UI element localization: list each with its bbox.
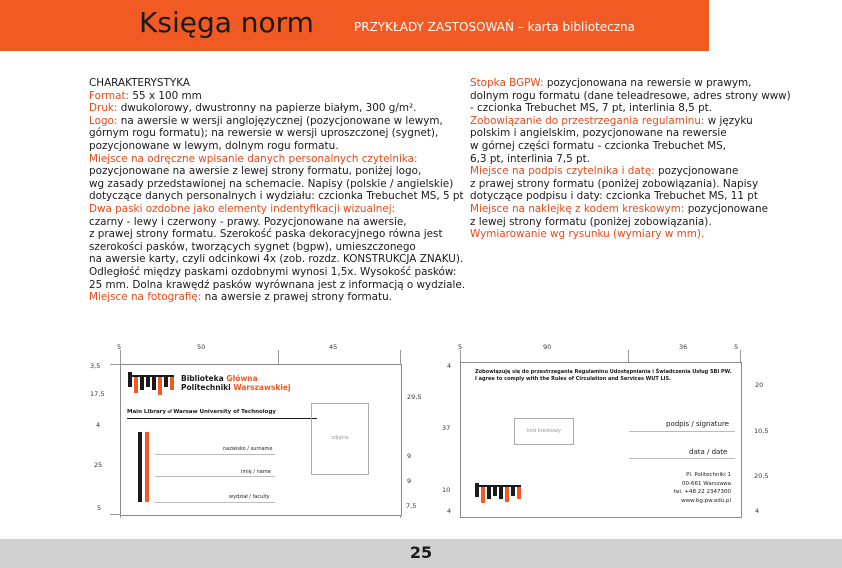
dim-label: 4 xyxy=(96,421,101,429)
dim-label: 10,5 xyxy=(754,427,769,435)
text-line xyxy=(470,102,791,115)
body-text: w górnej części formatu - czcionka Trebuchet MS, xyxy=(470,139,727,152)
back-card xyxy=(460,362,742,518)
barcode-placeholder xyxy=(514,418,574,445)
decorative-bar-black xyxy=(138,432,142,502)
text-line xyxy=(89,253,465,266)
body-text: na awersie w wersji anglojęzycznej (pozycjonowane w lewym, xyxy=(120,114,443,127)
tagline xyxy=(127,409,276,415)
text-line xyxy=(470,115,791,128)
dim-label: 4 xyxy=(755,507,760,515)
accent-text: Miejsce na podpis czytelnika i datę: xyxy=(470,165,659,178)
right-column-text xyxy=(470,77,791,241)
body-text: górnym rogu formatu); na rewersie w wersji uproszczonej (sygnet), xyxy=(89,127,439,140)
text-line xyxy=(470,178,791,191)
body-text: pozycjonowane w lewym, dolnym rogu formatu. xyxy=(89,139,339,152)
body-text: pozycjonowane na awersie z lewej strony formatu, poniżej logo, xyxy=(89,165,422,178)
left-column-text xyxy=(89,77,465,304)
dim-label: 5 xyxy=(734,343,739,351)
text-line xyxy=(89,190,465,203)
text-line xyxy=(470,190,791,203)
logo-text: Biblioteka xyxy=(181,374,224,383)
body-text: CHARAKTERYSTYKA xyxy=(89,77,190,89)
body-text: dotyczące danych personalnych i wydziału: czcionka Trebuchet MS, 5 pt xyxy=(89,190,464,203)
accent-text: Dwa paski ozdobne jako elementy indentyfikacji wizualnej: xyxy=(89,202,396,215)
pledge-text xyxy=(475,369,732,383)
photo-placeholder xyxy=(311,403,369,475)
barcode-label: kod kreskowy xyxy=(527,428,561,434)
date-label: data / date xyxy=(689,448,728,456)
front-card xyxy=(120,364,402,516)
tagline-text: Main Library xyxy=(127,409,166,415)
address-line: Pl. Politechniki 1 xyxy=(686,472,731,478)
text-line xyxy=(470,203,791,216)
dim-label: 4 xyxy=(447,362,452,370)
dim-label: 5 xyxy=(117,343,122,351)
dim-label: 9 xyxy=(407,452,412,460)
body-text: dotyczące podpisu i daty: czcionka Trebuchet MS, 11 pt xyxy=(470,190,758,203)
body-text: pozycjonowane xyxy=(658,165,739,178)
body-text: 25 mm. Dolna krawędź pasków wyrównana jest z informacją o wydziale. xyxy=(89,278,466,291)
text-line xyxy=(89,216,465,229)
field-line xyxy=(155,476,275,477)
text-line xyxy=(470,90,791,103)
body-text: szerokości pasków, tworzących sygnet (bgpw), umieszczonego xyxy=(89,240,416,253)
text-line xyxy=(89,153,465,166)
body-text: na awersie z prawej strony formatu. xyxy=(204,291,392,304)
dim-label: 20,5 xyxy=(754,472,769,480)
text-line xyxy=(470,140,791,153)
accent-text: Format: xyxy=(89,89,133,102)
dim-label: 90 xyxy=(543,343,552,351)
date-line xyxy=(629,458,735,459)
decorative-bar-red xyxy=(145,432,149,502)
accent-text: Wymiarowanie wg rysunku (wymiary w mm). xyxy=(470,228,705,241)
text-line xyxy=(470,153,791,166)
address-line: 00-661 Warszawa xyxy=(682,480,731,487)
text-line xyxy=(89,165,465,178)
page-number: 25 xyxy=(409,543,433,562)
address-line: tel. +48 22 2347300 xyxy=(673,489,731,495)
text-line xyxy=(89,203,465,216)
text-line xyxy=(89,291,465,304)
text-line xyxy=(470,216,791,229)
logo-text: Warszawskiej xyxy=(230,383,291,392)
photo-label: zdjęcie xyxy=(331,435,349,441)
dim-label: 25 xyxy=(94,461,103,469)
field-label-name: imię / name xyxy=(241,469,271,475)
body-text: na awersie karty, czyli odcinkowi 4x (zob. rozdz. KONSTRUKCJA ZNAKU). xyxy=(89,253,464,266)
text-line xyxy=(470,228,791,241)
body-text: w języku xyxy=(707,114,753,127)
dim-label: 4 xyxy=(447,507,452,515)
dim-label: 5 xyxy=(97,504,102,512)
dim-label: 7,5 xyxy=(406,502,417,510)
accent-text: Zobowiązanie do przestrzegania regulaminu: xyxy=(470,114,708,127)
body-text: czarny - lewy i czerwony - prawy. Pozycjonowane na awersie, xyxy=(89,215,407,228)
field-label-surname: nazwisko / surname xyxy=(223,446,273,452)
dim-label: 50 xyxy=(197,343,206,351)
dim-label: 10 xyxy=(442,486,451,494)
page-title: Księga norm xyxy=(139,6,314,39)
page-subtitle: PRZYKŁADY ZASTOSOWAŃ – karta biblioteczna xyxy=(354,20,636,34)
dim-label: 20 xyxy=(755,381,764,389)
body-text: z prawej strony formatu. Szerokość paska dekoracyjnego równa jest xyxy=(89,228,443,241)
field-line xyxy=(155,502,275,503)
body-text: Odległość między paskami ozdobnymi wynosi 1,5x. Wysokość pasków: xyxy=(89,265,457,278)
dim-line xyxy=(278,350,279,364)
pledge-pl: Zobowiązuję się do przestrzegania Regulaminu Udostępniania i Świadczenia Usług SBI PW. xyxy=(475,369,732,375)
dim-label: 3,5 xyxy=(90,362,101,370)
text-line xyxy=(89,115,465,128)
dim-line xyxy=(460,350,461,362)
text-line xyxy=(470,165,791,178)
tagline-text: Warsaw University of Technology xyxy=(173,409,276,415)
logo-text: Główna xyxy=(223,374,258,383)
text-line xyxy=(89,127,465,140)
body-text: z prawej strony formatu (poniżej zobowiązania). Napisy xyxy=(470,177,759,190)
accent-text: Miejsce na naklejkę z kodem kreskowym: xyxy=(470,202,688,215)
text-line xyxy=(470,77,791,90)
accent-text: Stopka BGPW: xyxy=(470,77,547,89)
text-line xyxy=(89,77,465,90)
text-line xyxy=(89,266,465,279)
field-label-faculty: wydział / faculty xyxy=(229,494,270,500)
dim-label: 17,5 xyxy=(90,390,105,398)
body-text: 6,3 pt, interlinia 7,5 pt. xyxy=(470,152,591,165)
pledge-en: I agree to comply with the Rules of Circulation and Services WUT LIS. xyxy=(475,376,672,382)
accent-text: Miejsce na odręczne wpisanie danych personalnych czytelnika: xyxy=(89,152,418,165)
body-text: z lewej strony formatu (poniżej zobowiązania). xyxy=(470,215,712,228)
divider xyxy=(127,418,317,419)
text-line xyxy=(89,102,465,115)
logo-text: Politechniki xyxy=(181,383,231,392)
dim-line xyxy=(628,350,629,362)
signature-label: podpis / signature xyxy=(666,420,729,428)
body-text: pozycjonowana na rewersie w prawym, xyxy=(546,77,752,89)
dim-label: 45 xyxy=(329,343,338,351)
body-text: wg zasady przedstawionej na schemacie. Napisy (polskie / angielskie) xyxy=(89,177,454,190)
website-text: www.bg.pw.edu.pl xyxy=(681,497,731,504)
body-text: 55 x 100 mm xyxy=(132,89,202,102)
dim-label: 29,5 xyxy=(407,393,422,401)
body-text: dolnym rogu formatu (dane teleadresowe, adres strony www) xyxy=(470,89,791,102)
field-line xyxy=(155,454,275,455)
address-footer xyxy=(641,471,731,505)
signature-line xyxy=(629,431,735,432)
text-line xyxy=(89,140,465,153)
body-text: - czcionka Trebuchet MS, 7 pt, interlinia 8,5 pt. xyxy=(470,102,713,115)
accent-text: Miejsce na fotografię: xyxy=(89,291,205,304)
text-line xyxy=(89,279,465,292)
body-text: polskim i angielskim, pozycjonowane na rewersie xyxy=(470,127,727,140)
text-line xyxy=(89,90,465,103)
accent-text: Logo: xyxy=(89,114,121,127)
dim-label: 36 xyxy=(679,343,688,351)
accent-text: Druk: xyxy=(89,102,121,115)
text-line xyxy=(470,127,791,140)
dim-label: 37 xyxy=(442,424,451,432)
library-name xyxy=(181,374,291,392)
dim-label: 5 xyxy=(458,343,463,351)
text-line xyxy=(89,228,465,241)
text-line xyxy=(89,178,465,191)
tagline-text: of xyxy=(165,409,174,414)
header-bar xyxy=(0,0,709,51)
text-line xyxy=(89,241,465,254)
body-text: dwukolorowy, dwustronny na papierze białym, 300 g/m². xyxy=(120,102,417,115)
dim-label: 9 xyxy=(407,477,412,485)
body-text: pozycjonowane xyxy=(687,202,768,215)
